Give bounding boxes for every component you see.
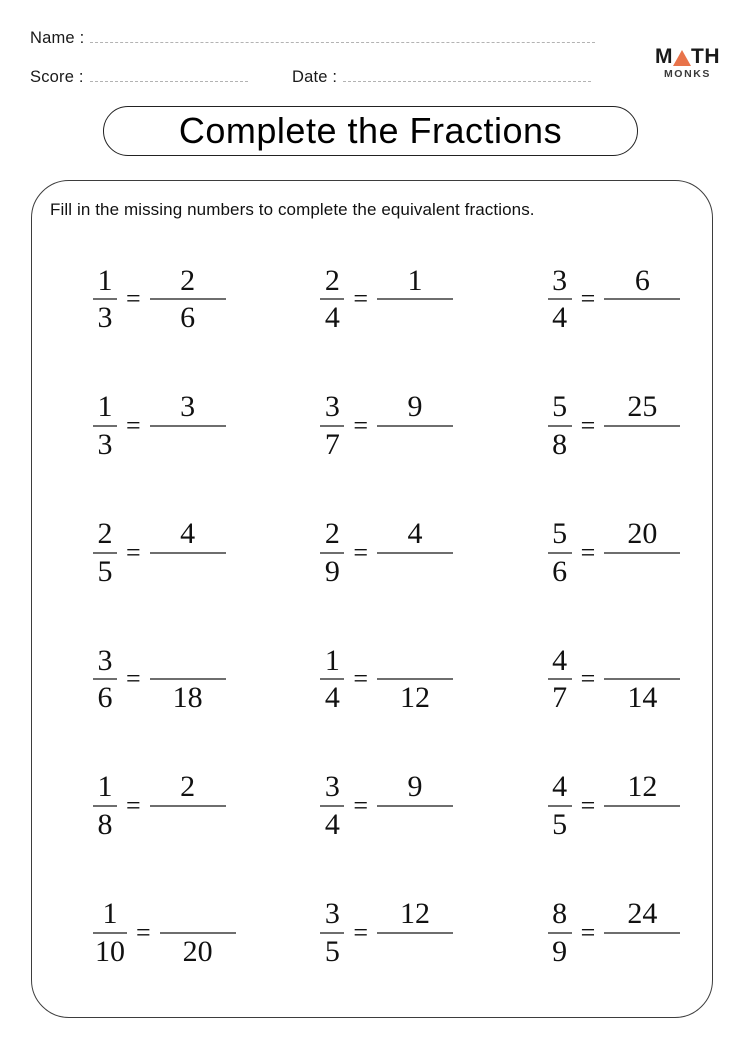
worksheet-title-box [103,106,638,156]
fraction-bar [377,552,453,554]
fraction-bar [160,932,236,934]
fraction-bar [604,425,680,427]
given-denominator: 5 [324,934,340,968]
triangle-icon [673,50,691,66]
given-denominator: 7 [552,681,568,715]
given-numerator: 3 [324,897,340,931]
answer-fraction [150,645,226,714]
equals-sign: = [136,917,151,947]
fraction-problem [31,236,258,363]
given-numerator: 3 [324,770,340,804]
fraction-bar [320,425,344,427]
given-numerator: 1 [97,770,113,804]
fraction-bar [150,805,226,807]
given-fraction [320,771,344,840]
answer-numerator: 4 [180,517,196,551]
fraction-problem [486,616,713,743]
fraction-bar [320,678,344,680]
date-input-line[interactable] [343,71,591,82]
equals-sign: = [353,917,368,947]
given-fraction [320,391,344,460]
given-numerator: 3 [552,263,568,297]
answer-fraction [150,518,226,587]
answer-fraction [377,771,453,840]
given-numerator: 1 [97,263,113,297]
fraction-bar [548,552,572,554]
fraction-bar [93,678,117,680]
problem-grid [31,236,713,996]
answer-fraction [604,518,680,587]
given-denominator: 7 [324,427,340,461]
given-denominator: 3 [97,427,113,461]
equals-sign: = [353,284,368,314]
given-fraction [93,265,117,334]
fraction-bar [150,552,226,554]
fraction-bar [548,805,572,807]
equals-sign: = [580,284,596,314]
fraction-bar [93,298,117,300]
answer-numerator: 20 [627,517,658,551]
logo-wordmark [655,46,720,67]
given-denominator: 5 [97,554,113,588]
given-denominator: 10 [95,934,125,968]
given-denominator: 4 [324,301,340,335]
fraction-bar [377,298,453,300]
answer-fraction [604,645,680,714]
answer-numerator: 12 [400,897,430,931]
given-fraction [548,771,572,840]
answer-numerator: 4 [407,517,423,551]
given-numerator: 5 [552,517,568,551]
answer-numerator: 6 [634,263,650,297]
fraction-problem [31,616,258,743]
equals-sign: = [126,790,141,820]
equals-sign: = [353,790,368,820]
fraction-problem [31,363,258,490]
answer-fraction [377,645,453,714]
fraction-problem [486,743,713,870]
given-fraction [93,771,117,840]
fraction-bar [377,425,453,427]
given-numerator: 3 [324,390,340,424]
given-fraction [320,518,344,587]
fraction-bar [548,678,572,680]
given-fraction [93,391,117,460]
given-denominator: 8 [97,807,113,841]
fraction-problem [258,363,485,490]
given-numerator: 2 [324,263,340,297]
answer-numerator: 24 [627,897,658,931]
logo-subtext: MONKS [663,68,712,80]
answer-numerator: 2 [180,263,196,297]
answer-fraction [604,265,680,334]
given-fraction [548,265,572,334]
equals-sign: = [580,537,596,567]
equals-sign: = [126,664,141,694]
fraction-bar [604,932,680,934]
answer-fraction [160,898,236,967]
fraction-bar [93,805,117,807]
answer-denominator: 18 [172,681,203,715]
answer-numerator: 2 [180,770,196,804]
answer-numerator: 12 [627,770,658,804]
answer-fraction [377,391,453,460]
instruction-text: Fill in the missing numbers to complete the equivalent fractions. [50,200,535,219]
given-denominator: 8 [552,427,568,461]
date-label: Date : [292,68,338,86]
fraction-bar [604,552,680,554]
given-numerator: 5 [552,390,568,424]
given-numerator: 1 [324,643,340,677]
given-denominator: 6 [552,554,568,588]
score-input-line[interactable] [90,71,248,82]
answer-denominator: 14 [627,681,658,715]
fraction-problem [258,869,485,996]
fraction-bar [150,298,226,300]
fraction-bar [93,552,117,554]
answer-numerator: 9 [407,770,423,804]
fraction-bar [548,932,572,934]
name-label: Name : [30,29,85,47]
given-numerator: 2 [324,517,340,551]
logo-letters-th: TH [691,45,720,68]
date-field-row [292,68,591,87]
given-denominator: 5 [552,807,568,841]
given-numerator: 4 [552,770,568,804]
fraction-bar [604,298,680,300]
given-numerator: 4 [552,643,568,677]
fraction-problem [258,236,485,363]
given-denominator: 9 [552,934,568,968]
fraction-bar [320,932,344,934]
answer-fraction [604,771,680,840]
given-numerator: 8 [552,897,568,931]
worksheet-header [0,0,742,100]
given-denominator: 4 [324,681,340,715]
fraction-bar [150,425,226,427]
answer-denominator: 20 [182,934,213,968]
fraction-bar [377,932,453,934]
answer-fraction [604,898,680,967]
fraction-bar [320,298,344,300]
fraction-bar [320,805,344,807]
answer-numerator: 3 [180,390,196,424]
fraction-problem [486,363,713,490]
score-field-row [30,68,248,87]
equals-sign: = [580,917,596,947]
given-fraction [548,898,572,967]
fraction-problem [486,489,713,616]
equals-sign: = [580,790,596,820]
fraction-bar [93,425,117,427]
fraction-problem [31,869,258,996]
equals-sign: = [580,664,596,694]
given-fraction [320,265,344,334]
given-numerator: 3 [97,643,113,677]
equals-sign: = [353,537,368,567]
given-fraction [548,391,572,460]
given-fraction [320,898,344,967]
answer-fraction [377,898,453,967]
fraction-bar [150,678,226,680]
given-denominator: 6 [97,681,113,715]
fraction-problem [258,489,485,616]
given-fraction [320,645,344,714]
answer-fraction [150,265,226,334]
given-fraction [93,898,127,967]
fraction-bar [548,298,572,300]
answer-denominator: 6 [180,301,196,335]
answer-fraction [150,771,226,840]
answer-numerator: 25 [627,390,658,424]
name-field-row [30,29,595,48]
fraction-bar [320,552,344,554]
given-denominator: 4 [324,807,340,841]
fraction-bar [604,805,680,807]
answer-fraction [377,265,453,334]
fraction-problem [258,616,485,743]
equals-sign: = [580,410,596,440]
fraction-bar [548,425,572,427]
mathmonks-logo [655,46,720,80]
fraction-problem [486,236,713,363]
fraction-bar [604,678,680,680]
answer-numerator: 9 [407,390,423,424]
equals-sign: = [126,537,141,567]
given-denominator: 4 [552,301,568,335]
fraction-bar [93,932,127,934]
fraction-bar [377,678,453,680]
fraction-problem [258,743,485,870]
given-fraction [93,645,117,714]
answer-numerator: 1 [407,263,423,297]
fraction-problem [31,743,258,870]
given-numerator: 1 [102,897,118,931]
logo-letter-m: M [655,45,673,68]
name-input-line[interactable] [90,32,595,43]
given-denominator: 3 [97,301,113,335]
fraction-bar [377,805,453,807]
given-fraction [548,518,572,587]
answer-denominator: 12 [400,681,430,715]
answer-fraction [377,518,453,587]
equals-sign: = [126,410,141,440]
answer-fraction [604,391,680,460]
given-fraction [93,518,117,587]
equals-sign: = [126,284,141,314]
score-label: Score : [30,68,84,86]
page-title: Complete the Fractions [178,110,563,151]
answer-fraction [150,391,226,460]
fraction-problem [486,869,713,996]
given-numerator: 1 [97,390,113,424]
given-fraction [548,645,572,714]
fraction-problem [31,489,258,616]
given-denominator: 9 [324,554,340,588]
equals-sign: = [353,410,368,440]
given-numerator: 2 [97,517,113,551]
equals-sign: = [353,664,368,694]
